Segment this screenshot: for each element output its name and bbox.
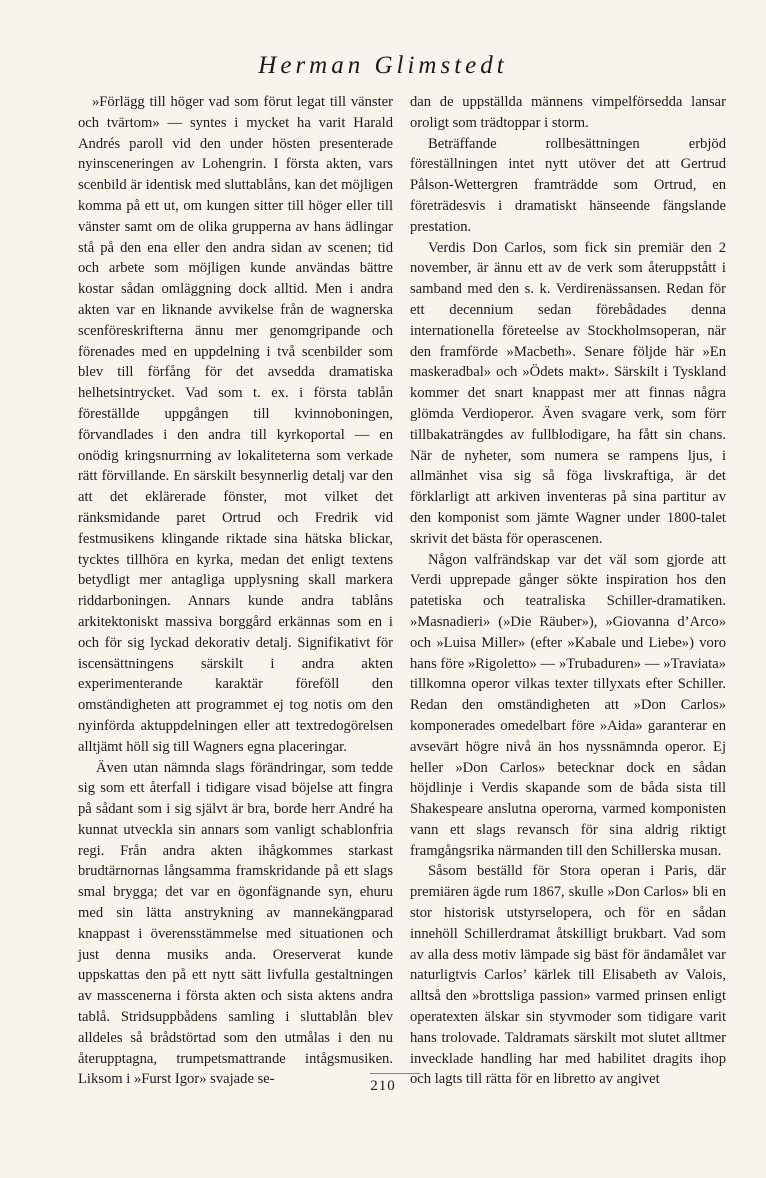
- paragraph: Såsom beställd för Stora operan i Paris, där premiären ägde rum 1867, skulle »Don Carlos» bli en stor historisk utstyrselopera, och för en sådan innehöll Schillerdramat åtskilligt brukbart. Vad som av alla dess motiv lämpade sig bäst för ändamålet var naturligtvis Carlos’ kärlek till Elisabeth av Valois, alltså den »brottsliga passion» varmed prinsen enligt operatexten älskar sin styvmoder som tidigare varit hans trolovade. Taldramats särskilt mot slutet alltmer invecklade handling har med habilitet dragits ihop och lagts till rätta för en libretto av angivet: [410, 863, 726, 1088]
- left-column: [78, 92, 393, 1090]
- paragraph: Verdis Don Carlos, som fick sin premiär den 2 november, är ännu ett av de verk som återuppstått i samband med den s. k. Verdirenässansen. Redan för ett decennium sedan förebådades denna internationella företeelse av Stockholmsoperan, när den framförde »Macbeth». Senare följde här »En maskeradbal» och »Ödets makt». Särskilt i Tyskland kommer det snart knappast mer att finnas några glömda Verdioperor. Även svagare verk, som förr tillbakaträngdes av fullblodigare, ha fått sin chans. När de nyheter, som numera se rampens ljus, i allmänhet visa sig så föga livskraftiga, är det förklarligt att arkiven inventeras på sina partitur av den komponist som jämte Wagner under 1800-talet skrivit det bästa för operascenen.: [410, 239, 726, 547]
- paragraph: Även utan nämnda slags förändringar, som tedde sig som ett återfall i tidigare visad böjelse att fingra på sådant som i sig självt är bra, borde herr André ha kunnat utveckla sin annars som vanligt schablonfria regi. Från andra akten ihågkommes starkast brudtärnornas långsamma framskridande på ett slags smal brygga; det var en ögonfägnande syn, ehuru med sin lätta anstrykning av mannekängparad knappast i överensstämmelse med situationen och just denna musiks anda. Oreserverat kunde uppskattas den på ett nytt sätt livfulla gestaltningen av masscenerna i första akten och sista aktens andra tablå. Stridsuppbådens samling i sluttablån blev alldeles så brådstörtad som den utmålas i den nu återupptagna, trumpetsmattrande intågsmusiken. Liksom i »Furst Igor» svajade se-: [78, 759, 393, 1088]
- folio-rule: [370, 1073, 420, 1074]
- page-number: 210: [370, 1078, 396, 1094]
- right-column: [410, 92, 726, 1090]
- running-head: Herman Glimstedt: [258, 52, 508, 79]
- paragraph: »Förlägg till höger vad som förut legat till vänster och tvärtom» — syntes i mycket ha varit Harald Andrés paroll vid den under hösten presenterade nyinsceneringen av Lohengrin. I första akten, vars scenbild är identisk med sluttablåns, kan det möjligen komma på ett ut, om kungen sitter till höger eller till vänster samt om de olika grupperna av hans ädlingar stå på den ena eller den andra sidan av scenen; tid och arbete som möjligen kunde användas bättre kostar sådan omläggning dock alltid. Men i andra akten var en liknande avvikelse från de wagnerska scenföreskrifterna ännu mer genomgripande och förenades med en uppdelning i två scenbilder som blev till förfång för det avsedda dramatiska helhetsintrycket. Vad som t. ex. i första tablån föreställde uppgången till kvinnoboningen, förvandlades i den andra till kyrkoportal — en onödig kringsnurrning av lokaliteterna som verkade rätt förvillande. En särskilt besynnerlig detalj var den att det eklärerade fönster, mot vilket det ränksmidande paret Ortrud och Fredrik vid festmusikens klingande riktade sina hätska blickar, tycktes tillhöra en kyrka, medan det enligt textens betydligt mer antagliga upplysning skall markera riddarboningen. Annars kunde andra tablåns arkitektoniskt massiva borggård erkännas som en i och för sig lyckad dekorativ detalj. Signifikativt för iscensättningens särskilt i andra akten experimenterande karaktär föreföll den omständigheten att programmet ej tog notis om den nyinförda aktuppdelningen eller att textredogörelsen alltjämt höll sig till Wagners egna placeringar.: [78, 94, 393, 755]
- paragraph: Någon valfrändskap var det väl som gjorde att Verdi upprepade gånger sökte inspiration hos den patetiska och teatraliska Schiller-dramatiken. »Masnadieri» (»Die Räuber»), »Giovanna d’Arco» och »Luisa Miller» (efter »Kabale und Liebe») voro hans före »Rigoletto» — »Trubaduren» — »Traviata» tillkomna operor vilkas texter tillyxats efter Schiller. Redan den omständigheten att »Don Carlos» komponerades omedelbart före »Aida» garanterar en avsevärt högre nivå än hos nyssnämnda operor. Ej heller »Don Carlos» betecknar dock en sådan höjdlinje i Verdis skapande som de båda sista till Shakespeare anslutna operorna, varmed komponisten vann ett slags revansch för sina aldrig riktigt framgångsrika närmanden till den Schillerska musan.: [410, 551, 726, 859]
- paragraph: dan de uppställda männens vimpelförsedda lansar oroligt som trädtoppar i storm.: [410, 94, 726, 131]
- paragraph: Beträffande rollbesättningen erbjöd föreställningen intet nytt utöver det att Gertrud Pålson-Wettergren framträdde som Ortrud, en företrädesvis i dramatiskt hänseende fängslande prestation.: [410, 135, 726, 235]
